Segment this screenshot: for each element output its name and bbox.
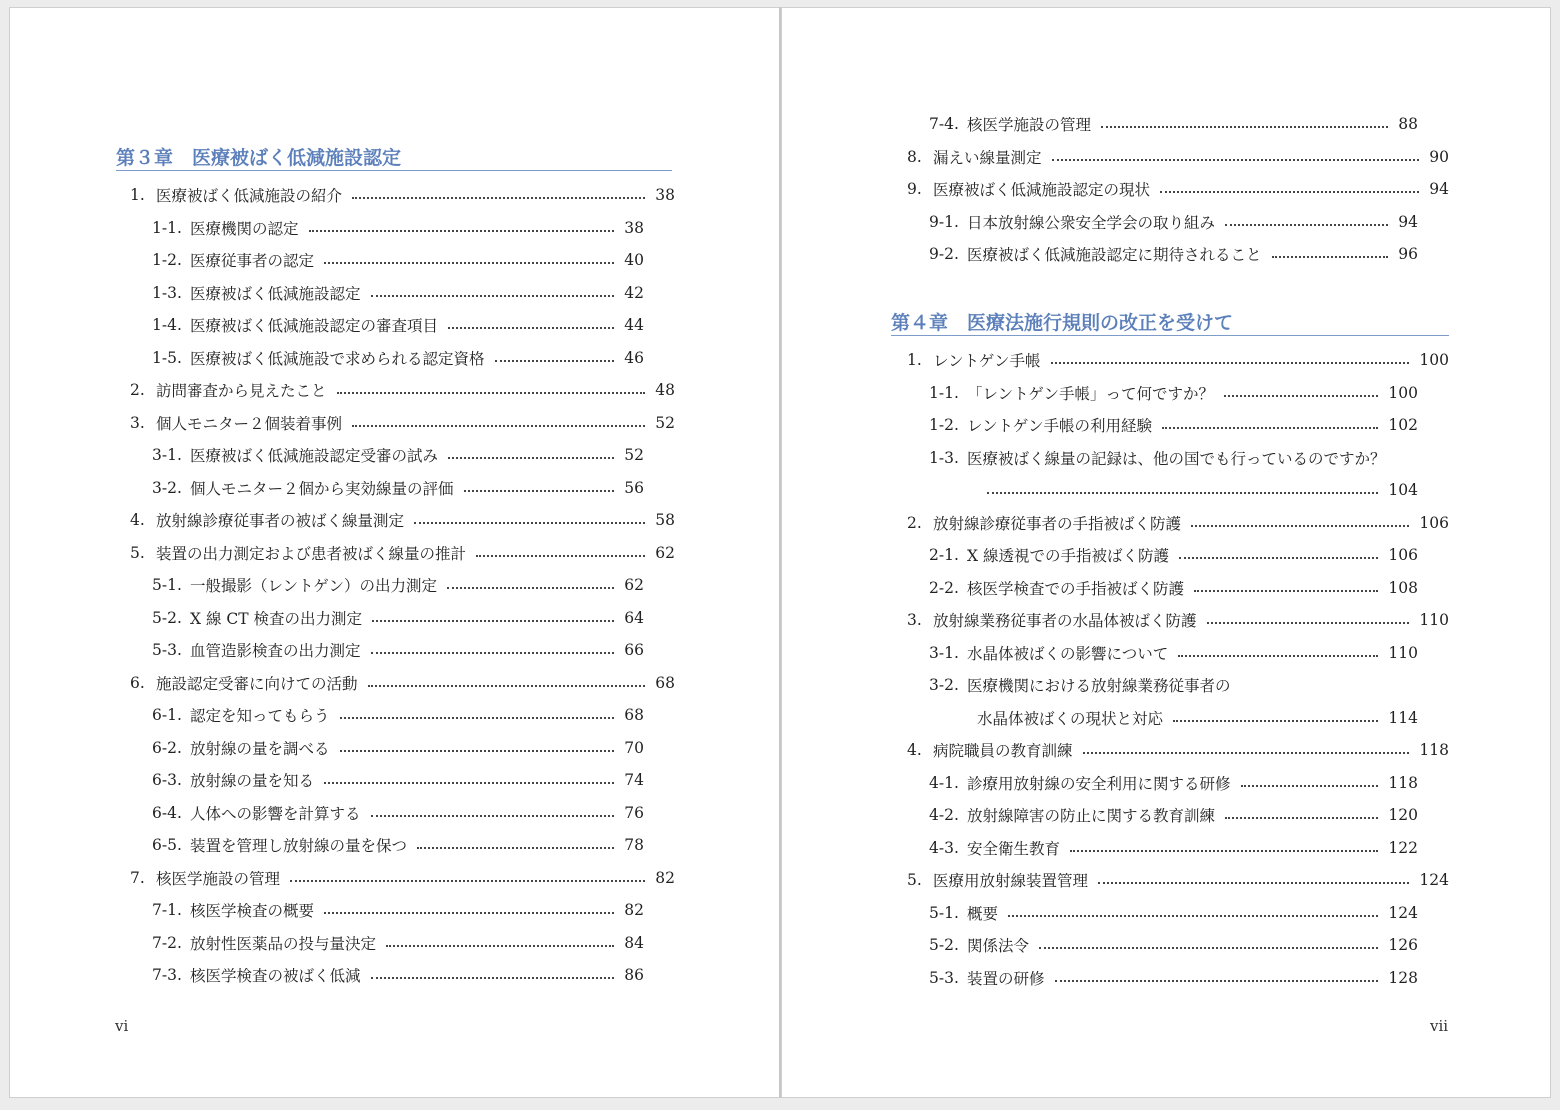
dot-leader bbox=[448, 327, 614, 329]
toc-entry-page-number: 78 bbox=[624, 836, 644, 855]
toc-entry-page-number: 64 bbox=[624, 608, 644, 627]
toc-entry[interactable] bbox=[130, 374, 675, 407]
toc-entry-page-number: 52 bbox=[655, 413, 675, 432]
toc-entry-page-number: 62 bbox=[624, 576, 644, 595]
toc-entry-title: 放射線診療従事者の手指被ばく防護 bbox=[933, 514, 1182, 533]
toc-entry-title: 放射線の量を知る bbox=[190, 772, 315, 791]
toc-entry-number: 4. bbox=[130, 511, 145, 530]
dot-leader bbox=[1173, 720, 1378, 722]
toc-entry-number: 3-2. bbox=[152, 478, 182, 497]
toc-entry-title: 水晶体被ばくの影響について bbox=[967, 644, 1169, 663]
toc-entry-title: 医療用放射線装置管理 bbox=[933, 872, 1089, 891]
dot-leader bbox=[1101, 126, 1388, 128]
toc-entry-page-number: 84 bbox=[624, 933, 644, 952]
toc-entry[interactable] bbox=[130, 667, 675, 700]
toc-entry-title: 核医学検査の概要 bbox=[190, 902, 315, 921]
dot-leader bbox=[368, 685, 646, 687]
toc-entry[interactable] bbox=[130, 732, 675, 765]
toc-entry-number: 5-3. bbox=[929, 968, 959, 987]
toc-entry-number: 4-3. bbox=[929, 838, 959, 857]
toc-entry-number: 5. bbox=[130, 543, 145, 562]
toc-entry-page-number: 118 bbox=[1388, 773, 1418, 792]
toc-entry[interactable] bbox=[130, 634, 675, 667]
toc-entry[interactable] bbox=[907, 832, 1449, 865]
toc-entry[interactable] bbox=[907, 929, 1449, 962]
toc-list-chapter-4 bbox=[907, 344, 1449, 994]
toc-entry[interactable] bbox=[130, 602, 675, 635]
toc-entry-title: 医療被ばく低減施設認定の審査項目 bbox=[190, 317, 439, 336]
toc-entry-number: 1-3. bbox=[152, 283, 182, 302]
toc-entry[interactable] bbox=[130, 212, 675, 245]
toc-entry-page-number: 96 bbox=[1398, 245, 1418, 264]
toc-entry[interactable] bbox=[907, 669, 1449, 702]
toc-entry-page-number: 106 bbox=[1419, 513, 1449, 532]
toc-list-chapter-3-continued bbox=[907, 108, 1449, 271]
dot-leader bbox=[1055, 980, 1379, 982]
toc-entry[interactable] bbox=[907, 141, 1449, 174]
toc-entry-page-number: 122 bbox=[1388, 838, 1418, 857]
toc-entry-number: 6-2. bbox=[152, 738, 182, 757]
toc-entry-page-number: 128 bbox=[1388, 968, 1418, 987]
toc-entry[interactable] bbox=[907, 409, 1449, 442]
toc-entry-number: 7-4. bbox=[929, 115, 959, 134]
toc-entry-title: 訪問審査から見えたこと bbox=[156, 382, 327, 401]
toc-entry[interactable] bbox=[907, 734, 1449, 767]
toc-entry-number: 2-2. bbox=[929, 578, 959, 597]
toc-entry-page-number: 114 bbox=[1388, 708, 1418, 727]
toc-entry-number: 9-2. bbox=[929, 245, 959, 264]
toc-entry-page-number: 82 bbox=[655, 868, 675, 887]
toc-entry-title: 放射線業務従事者の水晶体被ばく防護 bbox=[933, 612, 1197, 631]
toc-entry-title: 安全衛生教育 bbox=[967, 839, 1061, 858]
toc-list-chapter-3 bbox=[130, 179, 675, 992]
toc-entry-page-number: 38 bbox=[655, 186, 675, 205]
toc-entry[interactable] bbox=[907, 108, 1449, 141]
dot-leader bbox=[1224, 395, 1378, 397]
toc-entry-page-number: 100 bbox=[1388, 383, 1418, 402]
toc-entry-number: 3. bbox=[907, 611, 922, 630]
toc-entry[interactable] bbox=[907, 539, 1449, 572]
dot-leader bbox=[1070, 850, 1378, 852]
page-number-left: vi bbox=[115, 1017, 129, 1035]
dot-leader bbox=[337, 392, 646, 394]
toc-entry[interactable] bbox=[907, 604, 1449, 637]
toc-entry-number: 3-1. bbox=[929, 643, 959, 662]
toc-entry-number: 5-1. bbox=[152, 576, 182, 595]
dot-leader bbox=[1225, 817, 1378, 819]
dot-leader bbox=[1241, 785, 1379, 787]
toc-entry[interactable] bbox=[907, 637, 1449, 670]
toc-entry-title: 診療用放射線の安全利用に関する研修 bbox=[967, 774, 1231, 793]
toc-entry[interactable] bbox=[130, 894, 675, 927]
toc-entry-page-number: 90 bbox=[1429, 147, 1449, 166]
toc-entry[interactable] bbox=[130, 277, 675, 310]
dot-leader bbox=[1051, 362, 1410, 364]
dot-leader bbox=[495, 360, 615, 362]
toc-entry-title: 医療被ばく低減施設で求められる認定資格 bbox=[190, 349, 485, 368]
toc-entry-number: 1-1. bbox=[152, 218, 182, 237]
toc-entry[interactable] bbox=[907, 173, 1449, 206]
dot-leader bbox=[386, 945, 614, 947]
toc-entry[interactable] bbox=[130, 504, 675, 537]
toc-entry-number: 2. bbox=[907, 513, 922, 532]
toc-entry[interactable] bbox=[907, 572, 1449, 605]
toc-entry-number: 3-1. bbox=[152, 446, 182, 465]
toc-entry-page-number: 108 bbox=[1388, 578, 1418, 597]
dot-leader bbox=[1207, 622, 1410, 624]
toc-entry-number: 5-2. bbox=[929, 936, 959, 955]
toc-entry[interactable] bbox=[130, 829, 675, 862]
dot-leader bbox=[352, 197, 645, 199]
toc-entry-page-number: 68 bbox=[655, 673, 675, 692]
toc-entry-page-number: 70 bbox=[624, 738, 644, 757]
toc-entry-page-number: 106 bbox=[1388, 546, 1418, 565]
toc-entry-number: 6-3. bbox=[152, 771, 182, 790]
toc-entry-number: 4-2. bbox=[929, 806, 959, 825]
toc-entry-title: 概要 bbox=[967, 904, 999, 923]
toc-entry[interactable] bbox=[130, 764, 675, 797]
dot-leader bbox=[987, 492, 1378, 494]
dot-leader bbox=[1162, 427, 1378, 429]
toc-entry[interactable] bbox=[130, 407, 675, 440]
toc-entry-page-number: 52 bbox=[624, 446, 644, 465]
dot-leader bbox=[309, 230, 615, 232]
toc-entry-title: 放射線の量を調べる bbox=[190, 739, 330, 758]
toc-entry-number: 1-2. bbox=[152, 251, 182, 270]
toc-entry[interactable] bbox=[907, 206, 1449, 239]
chapter-3-heading: 第３章 医療被ばく低減施設認定 bbox=[116, 143, 672, 171]
toc-entry-number: 3-2. bbox=[929, 676, 959, 695]
toc-entry[interactable] bbox=[130, 959, 675, 992]
dot-leader bbox=[324, 912, 614, 914]
toc-entry-page-number: 110 bbox=[1388, 643, 1418, 662]
toc-entry[interactable] bbox=[907, 897, 1449, 930]
dot-leader bbox=[1178, 655, 1378, 657]
toc-entry-page-number: 102 bbox=[1388, 416, 1418, 435]
toc-entry-number: 5. bbox=[907, 871, 922, 890]
toc-entry-page-number: 86 bbox=[624, 966, 644, 985]
toc-entry-title: 血管造影検査の出力測定 bbox=[190, 642, 361, 661]
toc-entry-number: 4-1. bbox=[929, 773, 959, 792]
toc-entry[interactable] bbox=[907, 507, 1449, 540]
dot-leader bbox=[371, 295, 615, 297]
toc-entry[interactable] bbox=[907, 702, 1449, 735]
toc-entry-title: レントゲン手帳の利用経験 bbox=[967, 417, 1152, 436]
dot-leader bbox=[1039, 947, 1378, 949]
dot-leader bbox=[1008, 915, 1378, 917]
toc-entry-page-number: 100 bbox=[1419, 351, 1449, 370]
dot-leader bbox=[371, 652, 615, 654]
toc-entry[interactable] bbox=[130, 927, 675, 960]
dot-leader bbox=[1191, 525, 1409, 527]
toc-entry-page-number: 58 bbox=[655, 511, 675, 530]
toc-entry-number: 1. bbox=[907, 351, 922, 370]
dot-leader bbox=[1225, 224, 1388, 226]
toc-entry-number: 1-5. bbox=[152, 348, 182, 367]
toc-entry-number: 7-3. bbox=[152, 966, 182, 985]
toc-entry-page-number: 110 bbox=[1419, 611, 1449, 630]
toc-entry-page-number: 94 bbox=[1398, 212, 1418, 231]
toc-entry[interactable] bbox=[130, 569, 675, 602]
toc-entry[interactable] bbox=[130, 537, 675, 570]
dot-leader bbox=[290, 880, 645, 882]
toc-entry-page-number: 66 bbox=[624, 641, 644, 660]
toc-entry-page-number: 124 bbox=[1388, 903, 1418, 922]
toc-entry[interactable] bbox=[130, 439, 675, 472]
dot-leader bbox=[340, 750, 615, 752]
dot-leader bbox=[1194, 590, 1378, 592]
toc-entry-title: 医療機関における放射線業務従事者の bbox=[967, 677, 1231, 696]
toc-entry-number: 5-1. bbox=[929, 903, 959, 922]
book-spread bbox=[9, 7, 1551, 1098]
toc-entry-title: X 線透視での手指被ばく防護 bbox=[967, 547, 1169, 566]
dot-leader bbox=[1179, 557, 1378, 559]
left-page bbox=[9, 7, 780, 1098]
toc-entry-title: 核医学施設の管理 bbox=[156, 869, 281, 888]
dot-leader bbox=[414, 522, 645, 524]
toc-entry-number: 2. bbox=[130, 381, 145, 400]
toc-entry-title: 装置の出力測定および患者被ばく線量の推計 bbox=[156, 544, 467, 563]
toc-entry[interactable] bbox=[130, 797, 675, 830]
dot-leader bbox=[324, 262, 614, 264]
toc-entry[interactable] bbox=[907, 442, 1449, 475]
toc-entry-page-number: 82 bbox=[624, 901, 644, 920]
toc-entry-title: 施設認定受審に向けての活動 bbox=[156, 674, 358, 693]
toc-entry[interactable] bbox=[130, 342, 675, 375]
toc-entry[interactable] bbox=[907, 344, 1449, 377]
toc-entry-title: 水晶体被ばくの現状と対応 bbox=[977, 709, 1164, 728]
toc-entry-page-number: 68 bbox=[624, 706, 644, 725]
dot-leader bbox=[476, 555, 645, 557]
toc-entry-title: 放射性医薬品の投与量決定 bbox=[190, 934, 377, 953]
toc-entry-number: 7-2. bbox=[152, 933, 182, 952]
toc-entry[interactable] bbox=[907, 799, 1449, 832]
toc-entry-page-number: 124 bbox=[1419, 871, 1449, 890]
dot-leader bbox=[352, 425, 645, 427]
toc-entry-page-number: 44 bbox=[624, 316, 644, 335]
toc-entry-number: 9. bbox=[907, 180, 922, 199]
toc-entry-title: 個人モニター２個から実効線量の評価 bbox=[190, 479, 454, 498]
toc-entry-title: 日本放射線公衆安全学会の取り組み bbox=[967, 213, 1216, 232]
toc-entry-title: 医療被ばく低減施設認定 bbox=[190, 284, 361, 303]
dot-leader bbox=[417, 847, 614, 849]
toc-entry-number: 7-1. bbox=[152, 901, 182, 920]
dot-leader bbox=[448, 457, 614, 459]
dot-leader bbox=[371, 977, 615, 979]
toc-entry[interactable] bbox=[130, 862, 675, 895]
toc-entry[interactable] bbox=[130, 179, 675, 212]
toc-entry-title: 医療機関の認定 bbox=[190, 219, 299, 238]
toc-entry-title: 認定を知ってもらう bbox=[190, 707, 330, 726]
toc-entry-title: レントゲン手帳 bbox=[933, 352, 1041, 371]
toc-entry-title: X 線 CT 検査の出力測定 bbox=[190, 609, 363, 628]
toc-entry-page-number: 76 bbox=[624, 803, 644, 822]
toc-entry-title: 「レントゲン手帳」って何ですか？ bbox=[967, 384, 1214, 403]
toc-entry-page-number: 120 bbox=[1388, 806, 1418, 825]
toc-entry-page-number: 88 bbox=[1398, 115, 1418, 134]
toc-entry[interactable] bbox=[130, 472, 675, 505]
toc-entry-page-number: 104 bbox=[1388, 481, 1418, 500]
toc-entry[interactable] bbox=[907, 377, 1449, 410]
toc-entry-title: 人体への影響を計算する bbox=[190, 804, 361, 823]
toc-entry-number: 3. bbox=[130, 413, 145, 432]
toc-entry-page-number: 126 bbox=[1388, 936, 1418, 955]
toc-entry-title: 放射線診療従事者の被ばく線量測定 bbox=[156, 512, 405, 531]
toc-entry-number: 5-3. bbox=[152, 641, 182, 660]
toc-entry-page-number: 62 bbox=[655, 543, 675, 562]
toc-entry-title: 核医学検査での手指被ばく防護 bbox=[967, 579, 1185, 598]
toc-entry-number: 6. bbox=[130, 673, 145, 692]
toc-entry-title: 装置の研修 bbox=[967, 969, 1045, 988]
dot-leader bbox=[447, 587, 614, 589]
toc-entry-page-number: 42 bbox=[624, 283, 644, 302]
toc-entry-title: 医療被ばく低減施設認定に期待されること bbox=[967, 246, 1262, 265]
right-page bbox=[781, 7, 1551, 1098]
toc-entry-number: 1-3. bbox=[929, 448, 959, 467]
dot-leader bbox=[1052, 159, 1420, 161]
page-number-right: vii bbox=[1430, 1017, 1449, 1035]
toc-entry-title: 核医学検査の被ばく低減 bbox=[190, 967, 361, 986]
toc-entry-number: 6-5. bbox=[152, 836, 182, 855]
toc-entry[interactable] bbox=[907, 767, 1449, 800]
toc-entry[interactable] bbox=[907, 474, 1449, 507]
toc-entry[interactable] bbox=[130, 699, 675, 732]
toc-entry-title: 放射線障害の防止に関する教育訓練 bbox=[967, 807, 1216, 826]
toc-entry-number: 2-1. bbox=[929, 546, 959, 565]
dot-leader bbox=[372, 620, 614, 622]
toc-entry[interactable] bbox=[907, 864, 1449, 897]
toc-entry-title: 装置を管理し放射線の量を保つ bbox=[190, 837, 408, 856]
toc-entry-number: 6-1. bbox=[152, 706, 182, 725]
toc-entry-title: 関係法令 bbox=[967, 937, 1030, 956]
toc-entry-number: 8. bbox=[907, 147, 922, 166]
toc-entry-number: 4. bbox=[907, 741, 922, 760]
toc-entry-title: 漏えい線量測定 bbox=[933, 148, 1042, 167]
dot-leader bbox=[324, 782, 614, 784]
toc-entry[interactable] bbox=[907, 962, 1449, 995]
toc-entry-title: 病院職員の教育訓練 bbox=[933, 742, 1073, 761]
toc-entry-number: 9-1. bbox=[929, 212, 959, 231]
toc-entry-title: 一般撮影（レントゲン）の出力測定 bbox=[190, 577, 437, 596]
toc-entry-number: 6-4. bbox=[152, 803, 182, 822]
dot-leader bbox=[1272, 256, 1389, 258]
toc-entry-title: 医療被ばく線量の記録は、他の国でも行っているのですか？ bbox=[967, 449, 1386, 468]
toc-entry-page-number: 74 bbox=[624, 771, 644, 790]
toc-entry-number: 1-4. bbox=[152, 316, 182, 335]
toc-entry-number: 7. bbox=[130, 868, 145, 887]
dot-leader bbox=[1098, 882, 1409, 884]
toc-entry-page-number: 40 bbox=[624, 251, 644, 270]
toc-entry-title: 医療被ばく低減施設認定の現状 bbox=[933, 181, 1151, 200]
toc-entry-page-number: 48 bbox=[655, 381, 675, 400]
chapter-4-heading: 第４章 医療法施行規則の改正を受けて bbox=[891, 308, 1449, 336]
toc-entry-title: 医療被ばく低減施設認定受審の試み bbox=[190, 447, 439, 466]
toc-entry-page-number: 46 bbox=[624, 348, 644, 367]
toc-entry-number: 1. bbox=[130, 186, 145, 205]
toc-entry[interactable] bbox=[907, 238, 1449, 271]
toc-entry-title: 核医学施設の管理 bbox=[967, 116, 1092, 135]
toc-entry-page-number: 94 bbox=[1429, 180, 1449, 199]
toc-entry-page-number: 38 bbox=[624, 218, 644, 237]
dot-leader bbox=[1160, 191, 1419, 193]
dot-leader bbox=[1083, 752, 1410, 754]
toc-entry-title: 医療被ばく低減施設の紹介 bbox=[156, 187, 343, 206]
toc-entry[interactable] bbox=[130, 309, 675, 342]
toc-entry-number: 1-1. bbox=[929, 383, 959, 402]
toc-entry-title: 医療従事者の認定 bbox=[190, 252, 315, 271]
toc-entry-title: 個人モニター２個装着事例 bbox=[156, 414, 343, 433]
toc-entry-page-number: 118 bbox=[1419, 741, 1449, 760]
dot-leader bbox=[464, 490, 615, 492]
toc-entry[interactable] bbox=[130, 244, 675, 277]
toc-entry-number: 5-2. bbox=[152, 608, 182, 627]
toc-entry-number: 1-2. bbox=[929, 416, 959, 435]
toc-entry-page-number: 56 bbox=[624, 478, 644, 497]
dot-leader bbox=[340, 717, 615, 719]
dot-leader bbox=[371, 815, 615, 817]
